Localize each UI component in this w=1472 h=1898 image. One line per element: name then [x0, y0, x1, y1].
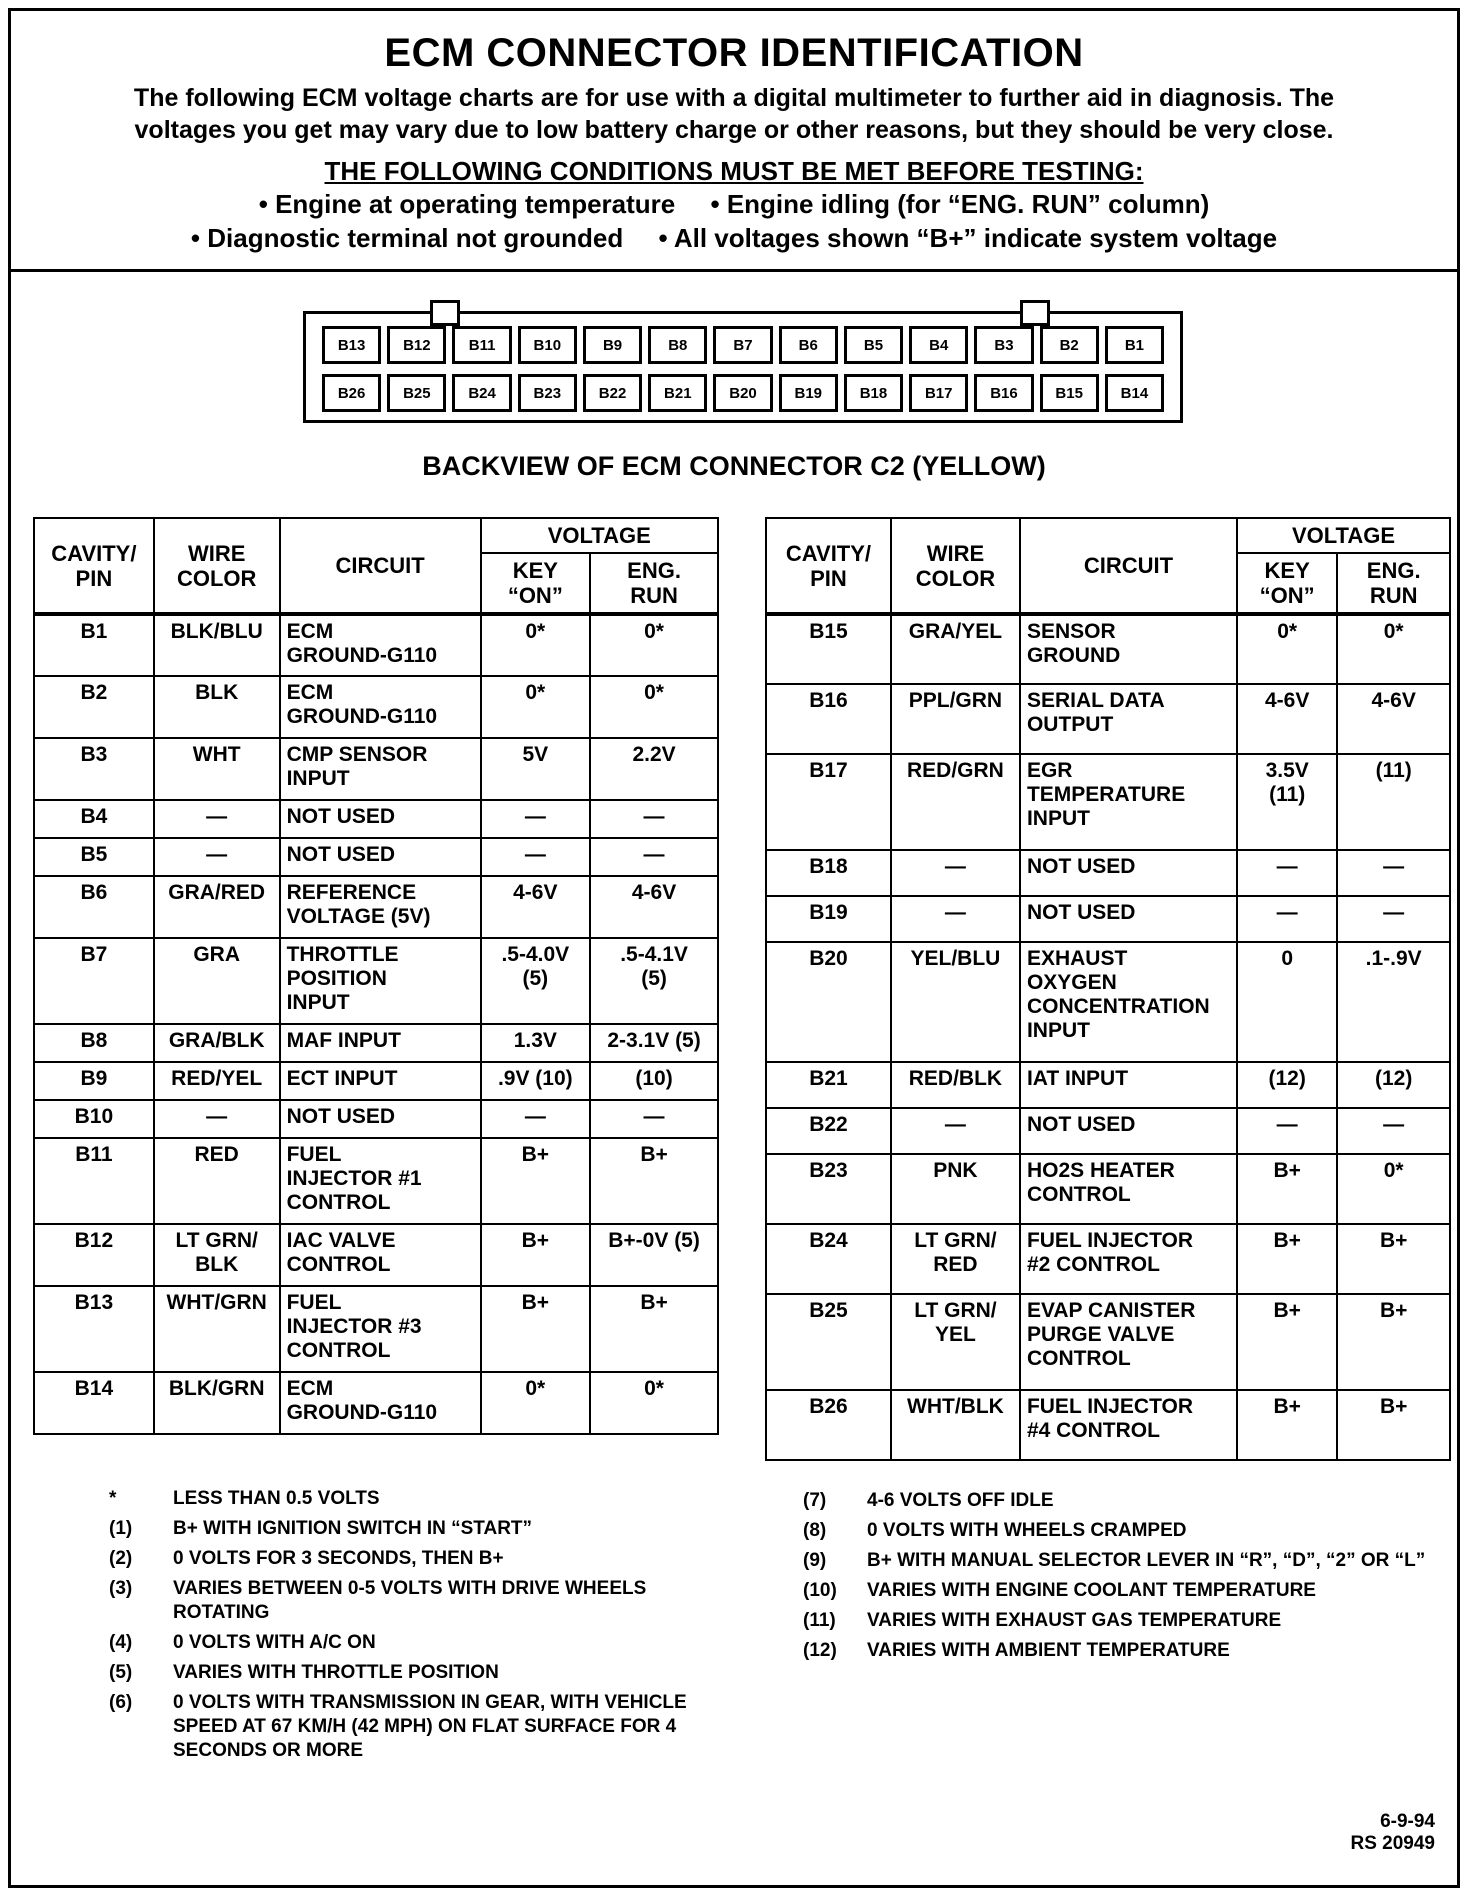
table-row — [34, 738, 718, 800]
header-voltage: VOLTAGE — [481, 518, 718, 553]
table-row — [766, 1062, 1450, 1108]
cell-wire: WHT — [154, 738, 280, 800]
document-page — [8, 8, 1460, 1888]
intro-text — [11, 82, 1457, 146]
cell-wire: PNK — [891, 1154, 1020, 1224]
cell-eng-run: — — [590, 1100, 718, 1138]
cell-pin: B21 — [766, 1062, 891, 1108]
cell-circuit: THROTTLE POSITION INPUT — [280, 938, 481, 1024]
cell-key-on: — — [481, 800, 591, 838]
cell-eng-run: B+ — [1337, 1390, 1450, 1460]
cell-pin: B11 — [34, 1138, 154, 1224]
cell-wire: GRA/BLK — [154, 1024, 280, 1062]
header-circuit: CIRCUIT — [280, 518, 481, 614]
cell-eng-run: 4-6V — [590, 876, 718, 938]
cell-pin: B14 — [34, 1372, 154, 1434]
cell-circuit: FUEL INJECTOR #1 CONTROL — [280, 1138, 481, 1224]
cell-wire: — — [154, 800, 280, 838]
cell-pin: B17 — [766, 754, 891, 850]
cell-key-on: 5V — [481, 738, 591, 800]
cell-circuit: SENSOR GROUND — [1020, 614, 1237, 684]
cell-key-on: — — [1237, 1108, 1337, 1154]
cell-wire: LT GRN/ RED — [891, 1224, 1020, 1294]
cell-eng-run: 2-3.1V (5) — [590, 1024, 718, 1062]
cell-circuit: EVAP CANISTER PURGE VALVE CONTROL — [1020, 1294, 1237, 1390]
connector-pin: B15 — [1040, 374, 1099, 412]
table-row — [766, 1154, 1450, 1224]
cell-eng-run: — — [590, 800, 718, 838]
table-row — [34, 800, 718, 838]
cell-wire: WHT/GRN — [154, 1286, 280, 1372]
cell-pin: B7 — [34, 938, 154, 1024]
connector-pin: B17 — [909, 374, 968, 412]
cell-wire: — — [154, 1100, 280, 1138]
cell-key-on: .5-4.0V (5) — [481, 938, 591, 1024]
cell-eng-run: — — [1337, 1108, 1450, 1154]
connector-pin: B20 — [713, 374, 772, 412]
header-voltage: VOLTAGE — [1237, 518, 1450, 553]
connector-pin: B13 — [322, 326, 381, 364]
table-row — [34, 676, 718, 738]
cell-key-on: 0* — [481, 676, 591, 738]
cell-eng-run: 0* — [1337, 614, 1450, 684]
note-text: 0 VOLTS WITH A/C ON — [173, 1632, 376, 1653]
cell-key-on: 0* — [1237, 614, 1337, 684]
condition-item: • All voltages shown “B+” indicate system voltage — [658, 223, 1278, 253]
note-text: LESS THAN 0.5 VOLTS — [173, 1488, 380, 1509]
connector-pin: B5 — [844, 326, 903, 364]
cell-circuit: NOT USED — [280, 1100, 481, 1138]
page-title: ECM CONNECTOR IDENTIFICATION — [384, 31, 1084, 75]
table-row — [34, 1372, 718, 1434]
cell-wire: — — [154, 838, 280, 876]
cell-key-on: B+ — [1237, 1390, 1337, 1460]
note-text: VARIES WITH EXHAUST GAS TEMPERATURE — [867, 1610, 1282, 1631]
cell-key-on: — — [481, 838, 591, 876]
cell-circuit: NOT USED — [280, 838, 481, 876]
cell-eng-run: 0* — [590, 676, 718, 738]
connector-pin: B23 — [518, 374, 577, 412]
cell-circuit: EXHAUST OXYGEN CONCENTRATION INPUT — [1020, 942, 1237, 1062]
cell-eng-run: B+ — [1337, 1294, 1450, 1390]
table-row — [766, 1294, 1450, 1390]
cell-eng-run: — — [1337, 896, 1450, 942]
connector-pin: B19 — [779, 374, 838, 412]
cell-circuit: MAF INPUT — [280, 1024, 481, 1062]
cell-circuit: ECM GROUND-G110 — [280, 1372, 481, 1434]
connector-pin: B25 — [387, 374, 446, 412]
note-key: (8) — [803, 1520, 827, 1541]
left-pin-table — [33, 517, 719, 1435]
cell-key-on: B+ — [1237, 1294, 1337, 1390]
note-key: (5) — [109, 1662, 133, 1683]
footer-ref: RS 20949 — [1350, 1833, 1435, 1854]
cell-wire: — — [891, 850, 1020, 896]
table-row — [34, 1024, 718, 1062]
cell-circuit: NOT USED — [1020, 850, 1237, 896]
cell-key-on: B+ — [1237, 1154, 1337, 1224]
cell-pin: B19 — [766, 896, 891, 942]
table-row — [766, 1224, 1450, 1294]
cell-eng-run: — — [1337, 850, 1450, 896]
condition-item: • Diagnostic terminal not grounded — [190, 223, 624, 253]
notes-right — [803, 1489, 1443, 1669]
conditions-line-2 — [11, 221, 1457, 255]
cell-key-on: — — [1237, 850, 1337, 896]
note-text: 0 VOLTS WITH TRANSMISSION IN GEAR, WITH VEHICLE SPEED AT 67 KM/H (42 MPH) ON FLAT SURFACE FOR 4 SECONDS OR MORE — [173, 1692, 687, 1761]
note-item — [803, 1549, 1443, 1573]
note-key: (6) — [109, 1692, 133, 1713]
cell-pin: B3 — [34, 738, 154, 800]
note-text: VARIES WITH AMBIENT TEMPERATURE — [867, 1640, 1230, 1661]
connector-pin: B6 — [779, 326, 838, 364]
cell-eng-run: 2.2V — [590, 738, 718, 800]
cell-wire: YEL/BLU — [891, 942, 1020, 1062]
cell-circuit: HO2S HEATER CONTROL — [1020, 1154, 1237, 1224]
cell-eng-run: B+ — [590, 1138, 718, 1224]
cell-eng-run: .1-.9V — [1337, 942, 1450, 1062]
connector-diagram — [303, 311, 1183, 423]
table-row — [34, 1100, 718, 1138]
connector-caption: BACKVIEW OF ECM CONNECTOR C2 (YELLOW) — [422, 451, 1046, 481]
connector-pin: B11 — [452, 326, 511, 364]
table-row — [34, 1286, 718, 1372]
cell-key-on: 3.5V (11) — [1237, 754, 1337, 850]
table-row — [34, 876, 718, 938]
connector-pin: B12 — [387, 326, 446, 364]
header-key-on: KEY “ON” — [481, 553, 591, 614]
notes-left — [109, 1487, 729, 1769]
note-key: (9) — [803, 1550, 827, 1571]
header-cavity: CAVITY/ PIN — [34, 518, 154, 614]
note-text: B+ WITH IGNITION SWITCH IN “START” — [173, 1518, 533, 1539]
note-key: (10) — [803, 1580, 837, 1601]
note-item — [109, 1577, 729, 1625]
cell-wire: RED/GRN — [891, 754, 1020, 850]
cell-eng-run: 4-6V — [1337, 684, 1450, 754]
cell-circuit: FUEL INJECTOR #2 CONTROL — [1020, 1224, 1237, 1294]
intro-line-1: The following ECM voltage charts are for use with a digital multimeter to further aid in diagnosis. The — [133, 84, 1335, 112]
header — [11, 11, 1457, 272]
footer-date: 6-9-94 — [1380, 1811, 1435, 1832]
cell-pin: B4 — [34, 800, 154, 838]
cell-key-on: B+ — [481, 1138, 591, 1224]
cell-pin: B13 — [34, 1286, 154, 1372]
note-key: (12) — [803, 1640, 837, 1661]
connector-pin: B9 — [583, 326, 642, 364]
conditions-line-1 — [11, 187, 1457, 221]
note-item — [109, 1631, 729, 1655]
condition-item: • Engine at operating temperature — [258, 189, 676, 219]
cell-eng-run: .5-4.1V (5) — [590, 938, 718, 1024]
note-text: VARIES WITH THROTTLE POSITION — [173, 1662, 499, 1683]
table-row — [34, 838, 718, 876]
cell-key-on: — — [481, 1100, 591, 1138]
cell-eng-run: — — [590, 838, 718, 876]
cell-pin: B10 — [34, 1100, 154, 1138]
cell-pin: B22 — [766, 1108, 891, 1154]
note-text: 4-6 VOLTS OFF IDLE — [867, 1490, 1054, 1511]
note-item — [803, 1519, 1443, 1543]
table-row — [766, 896, 1450, 942]
cell-eng-run: 0* — [1337, 1154, 1450, 1224]
cell-wire: GRA/RED — [154, 876, 280, 938]
table-row — [766, 942, 1450, 1062]
cell-eng-run: 0* — [590, 614, 718, 676]
cell-circuit: ECM GROUND-G110 — [280, 676, 481, 738]
note-key: (2) — [109, 1548, 133, 1569]
table-row — [766, 1108, 1450, 1154]
note-key: (1) — [109, 1518, 133, 1539]
connector-pin: B21 — [648, 374, 707, 412]
cell-wire: LT GRN/ YEL — [891, 1294, 1020, 1390]
cell-pin: B8 — [34, 1024, 154, 1062]
header-eng-run: ENG. RUN — [590, 553, 718, 614]
table-row — [766, 754, 1450, 850]
connector-pin: B7 — [713, 326, 772, 364]
cell-pin: B23 — [766, 1154, 891, 1224]
note-item — [109, 1517, 729, 1541]
cell-wire: RED — [154, 1138, 280, 1224]
note-key: (4) — [109, 1632, 133, 1653]
connector-top-row — [322, 326, 1164, 364]
right-pin-table — [765, 517, 1451, 1461]
cell-eng-run: B+ — [590, 1286, 718, 1372]
note-text: B+ WITH MANUAL SELECTOR LEVER IN “R”, “D”, “2” OR “L” — [867, 1550, 1426, 1571]
connector-pin: B1 — [1105, 326, 1164, 364]
cell-circuit: SERIAL DATA OUTPUT — [1020, 684, 1237, 754]
cell-pin: B25 — [766, 1294, 891, 1390]
note-item — [803, 1609, 1443, 1633]
cell-eng-run: (12) — [1337, 1062, 1450, 1108]
condition-item: • Engine idling (for “ENG. RUN” column) — [710, 189, 1210, 219]
cell-wire: RED/BLK — [891, 1062, 1020, 1108]
cell-wire: RED/YEL — [154, 1062, 280, 1100]
cell-wire: WHT/BLK — [891, 1390, 1020, 1460]
cell-pin: B16 — [766, 684, 891, 754]
connector-pin: B18 — [844, 374, 903, 412]
cell-circuit: IAT INPUT — [1020, 1062, 1237, 1108]
header-cavity: CAVITY/ PIN — [766, 518, 891, 614]
cell-pin: B26 — [766, 1390, 891, 1460]
cell-pin: B5 — [34, 838, 154, 876]
intro-line-2: voltages you get may vary due to low battery charge or other reasons, but they should be very close. — [134, 116, 1334, 144]
note-item — [109, 1487, 729, 1511]
connector-pin: B2 — [1040, 326, 1099, 364]
connector-pin: B8 — [648, 326, 707, 364]
header-eng-run: ENG. RUN — [1337, 553, 1450, 614]
cell-wire: — — [891, 896, 1020, 942]
table-row — [766, 614, 1450, 684]
note-text: VARIES WITH ENGINE COOLANT TEMPERATURE — [867, 1580, 1316, 1601]
note-key: (11) — [803, 1610, 836, 1631]
cell-key-on: 0 — [1237, 942, 1337, 1062]
cell-key-on: — — [1237, 896, 1337, 942]
cell-key-on: B+ — [481, 1286, 591, 1372]
cell-key-on: 0* — [481, 614, 591, 676]
table-row — [766, 684, 1450, 754]
cell-key-on: 1.3V — [481, 1024, 591, 1062]
cell-key-on: (12) — [1237, 1062, 1337, 1108]
table-row — [766, 1390, 1450, 1460]
connector-pin: B3 — [974, 326, 1033, 364]
cell-key-on: 4-6V — [1237, 684, 1337, 754]
cell-circuit: NOT USED — [280, 800, 481, 838]
cell-pin: B6 — [34, 876, 154, 938]
cell-circuit: REFERENCE VOLTAGE (5V) — [280, 876, 481, 938]
note-item — [109, 1547, 729, 1571]
table-row — [34, 1224, 718, 1286]
cell-circuit: ECM GROUND-G110 — [280, 614, 481, 676]
cell-wire: BLK/BLU — [154, 614, 280, 676]
cell-eng-run: B+-0V (5) — [590, 1224, 718, 1286]
table-row — [34, 938, 718, 1024]
table-row — [34, 1062, 718, 1100]
note-item — [109, 1661, 729, 1685]
connector-pin: B22 — [583, 374, 642, 412]
cell-pin: B15 — [766, 614, 891, 684]
cell-circuit: NOT USED — [1020, 896, 1237, 942]
cell-pin: B24 — [766, 1224, 891, 1294]
cell-circuit: IAC VALVE CONTROL — [280, 1224, 481, 1286]
cell-circuit: EGR TEMPERATURE INPUT — [1020, 754, 1237, 850]
note-key: (3) — [109, 1578, 133, 1599]
footer — [1350, 1811, 1435, 1855]
connector-pin: B26 — [322, 374, 381, 412]
cell-wire: PPL/GRN — [891, 684, 1020, 754]
cell-pin: B12 — [34, 1224, 154, 1286]
header-circuit: CIRCUIT — [1020, 518, 1237, 614]
note-item — [803, 1489, 1443, 1513]
header-key-on: KEY “ON” — [1237, 553, 1337, 614]
cell-eng-run: (10) — [590, 1062, 718, 1100]
cell-key-on: 4-6V — [481, 876, 591, 938]
note-text: 0 VOLTS WITH WHEELS CRAMPED — [867, 1520, 1187, 1541]
cell-circuit: ECT INPUT — [280, 1062, 481, 1100]
cell-pin: B9 — [34, 1062, 154, 1100]
note-text: VARIES BETWEEN 0-5 VOLTS WITH DRIVE WHEELS ROTATING — [173, 1578, 647, 1623]
conditions-title: THE FOLLOWING CONDITIONS MUST BE MET BEFORE TESTING: — [324, 156, 1144, 186]
table-row — [34, 614, 718, 676]
note-item — [109, 1691, 729, 1763]
cell-pin: B1 — [34, 614, 154, 676]
connector-latch-left — [430, 300, 460, 326]
cell-key-on: .9V (10) — [481, 1062, 591, 1100]
connector-pin: B16 — [974, 374, 1033, 412]
table-row — [34, 1138, 718, 1224]
cell-circuit: CMP SENSOR INPUT — [280, 738, 481, 800]
connector-pin: B10 — [518, 326, 577, 364]
cell-wire: BLK — [154, 676, 280, 738]
cell-eng-run: (11) — [1337, 754, 1450, 850]
cell-key-on: B+ — [1237, 1224, 1337, 1294]
note-text: 0 VOLTS FOR 3 SECONDS, THEN B+ — [173, 1548, 504, 1569]
cell-wire: LT GRN/ BLK — [154, 1224, 280, 1286]
header-wire: WIRE COLOR — [154, 518, 280, 614]
connector-pin: B4 — [909, 326, 968, 364]
cell-pin: B20 — [766, 942, 891, 1062]
cell-circuit: FUEL INJECTOR #4 CONTROL — [1020, 1390, 1237, 1460]
cell-key-on: 0* — [481, 1372, 591, 1434]
cell-circuit: FUEL INJECTOR #3 CONTROL — [280, 1286, 481, 1372]
cell-pin: B2 — [34, 676, 154, 738]
cell-wire: GRA/YEL — [891, 614, 1020, 684]
note-item — [803, 1639, 1443, 1663]
cell-eng-run: B+ — [1337, 1224, 1450, 1294]
cell-wire: GRA — [154, 938, 280, 1024]
cell-eng-run: 0* — [590, 1372, 718, 1434]
connector-latch-right — [1020, 300, 1050, 326]
note-item — [803, 1579, 1443, 1603]
connector-pin: B14 — [1105, 374, 1164, 412]
header-wire: WIRE COLOR — [891, 518, 1020, 614]
cell-wire: — — [891, 1108, 1020, 1154]
cell-pin: B18 — [766, 850, 891, 896]
cell-key-on: B+ — [481, 1224, 591, 1286]
note-key: (7) — [803, 1490, 827, 1511]
cell-circuit: NOT USED — [1020, 1108, 1237, 1154]
table-row — [766, 850, 1450, 896]
note-key: * — [109, 1488, 117, 1509]
cell-wire: BLK/GRN — [154, 1372, 280, 1434]
connector-pin: B24 — [452, 374, 511, 412]
connector-bottom-row — [322, 374, 1164, 412]
